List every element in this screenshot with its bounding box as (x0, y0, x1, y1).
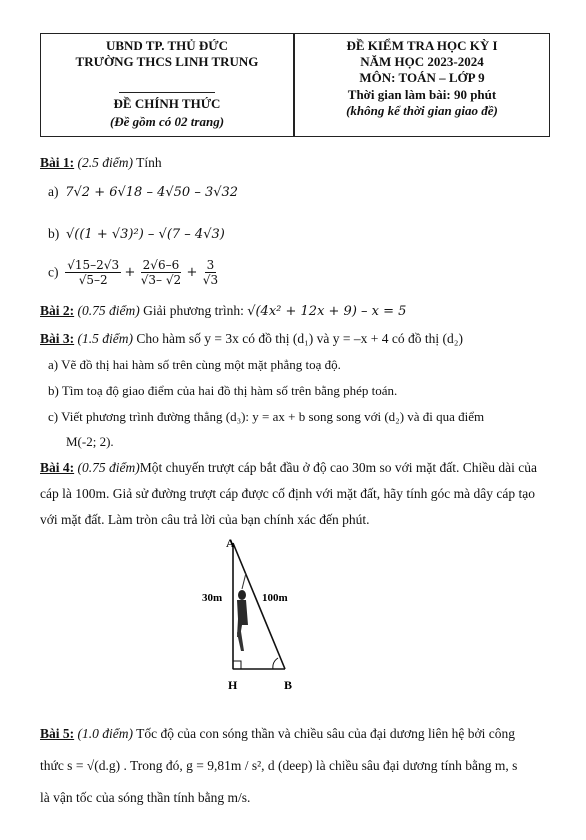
q1-c-fraction-3 (201, 258, 220, 287)
q1-b-label: b) (48, 226, 60, 241)
header-divider (293, 34, 295, 136)
q1-c (48, 258, 220, 287)
subject: MÔN: TOÁN – LỚP 9 (359, 70, 485, 85)
angle-arc-B (273, 658, 278, 669)
fraction-2-denominator: √3– √2 (140, 273, 182, 287)
q1-b-expr: √((1 + √3)²) – √(7 – 4√3) (66, 227, 225, 242)
q2-points: (0.75 điểm) (77, 303, 140, 318)
school-year: NĂM HỌC 2023-2024 (360, 54, 484, 69)
school-name: TRƯỜNG THCS LINH TRUNG (75, 54, 259, 69)
header-rule (119, 92, 215, 93)
page-count-note: (Đề gồm có 02 trang) (109, 114, 225, 129)
fraction-3-numerator: 3 (206, 258, 215, 272)
label-H: H (228, 678, 238, 692)
q2-expr: √(4x² + 12x + 9) – x = 5 (247, 304, 407, 319)
label-30m: 30m (202, 592, 223, 604)
label-A: A (226, 536, 235, 550)
plus-sign-2: + (186, 265, 198, 280)
q5-points: (1.0 điểm) (77, 726, 133, 741)
fraction-1-denominator: √5–2 (78, 273, 108, 287)
q3-points: (1.5 điểm) (77, 331, 133, 346)
fraction-1-numerator: √15–2√3 (67, 258, 120, 272)
q1-b (48, 226, 225, 242)
q4-title: Bài 4: (40, 460, 75, 475)
q4-points: (0.75 điểm) (77, 460, 140, 475)
q5-line1 (40, 726, 515, 742)
q1-text: Tính (136, 155, 162, 170)
q3-c-line2: M(-2; 2). (66, 434, 114, 449)
q3-c-line1: c) Viết phương trình đường thẳng (d₃): y = ax + b song song với (d₂) và đi qua điểm (48, 409, 485, 424)
q4-paragraph (40, 455, 550, 533)
q1-c-label: c) (48, 264, 59, 280)
right-angle-marker (233, 661, 241, 669)
q1-points: (2.5 điểm) (77, 155, 133, 170)
q1-c-fraction-2 (139, 258, 183, 287)
exam-title: ĐỀ KIỂM TRA HỌC KỲ I (346, 38, 498, 53)
q1-a (48, 184, 238, 200)
label-100m: 100m (262, 592, 288, 604)
q5-text1: Tốc độ của con sóng thần và chiều sâu của đại dương liên hệ bởi công (136, 726, 515, 741)
official-label: ĐỀ CHÍNH THỨC (113, 96, 221, 111)
q1-title: Bài 1: (40, 155, 75, 170)
q4-text: Một chuyến trượt cáp bắt đầu ở độ cao 30m so với mặt đất. Chiều dài của cáp là 100m. Giả sử đường trượt cáp được cố định với mặt đất, hãy tính góc mà dây cáp tạo với mặt đất. Làm tròn câu trả lời của bạn chính xác đến phút. (40, 460, 538, 527)
exam-header-box (40, 33, 550, 137)
rider-figure (237, 573, 248, 651)
q5-line2: thức s = √(d.g) . Trong đó, g = 9,81m / s², d (deep) là chiều sâu đại dương tính bằng m, s (40, 758, 518, 773)
zipline-figure (190, 533, 330, 698)
fraction-3-denominator: √3 (202, 273, 219, 287)
duration: Thời gian làm bài: 90 phút (347, 87, 497, 102)
district-name: UBND TP. THỦ ĐỨC (105, 38, 229, 53)
q2-line (40, 303, 406, 319)
q3-a: a) Vẽ đồ thị hai hàm số trên cùng một mặt phẳng toạ độ. (48, 357, 341, 372)
q1-a-expr: 7√2 + 6√18 – 4√50 – 3√32 (65, 185, 239, 200)
plus-sign-1: + (124, 265, 136, 280)
q1-heading (40, 155, 162, 171)
q1-c-fraction-1 (65, 258, 121, 287)
label-B: B (284, 678, 293, 692)
q1-a-label: a) (48, 184, 59, 199)
q2-text: Giải phương trình: (143, 303, 244, 318)
duration-note: (không kể thời gian giao đề) (346, 103, 498, 118)
q2-title: Bài 2: (40, 303, 75, 318)
q5-line3: là vận tốc của sóng thần tính bằng m/s. (40, 790, 251, 805)
q3-title: Bài 3: (40, 331, 75, 346)
q3-text: Cho hàm số y = 3x có đồ thị (d₁) và y = –x + 4 có đồ thị (d₂) (136, 331, 463, 346)
fraction-2-numerator: 2√6–6 (142, 258, 180, 272)
q5-title: Bài 5: (40, 726, 75, 741)
q3-b: b) Tìm toạ độ giao điểm của hai đồ thị hàm số trên bằng phép toán. (48, 383, 398, 398)
q3-line (40, 331, 463, 347)
